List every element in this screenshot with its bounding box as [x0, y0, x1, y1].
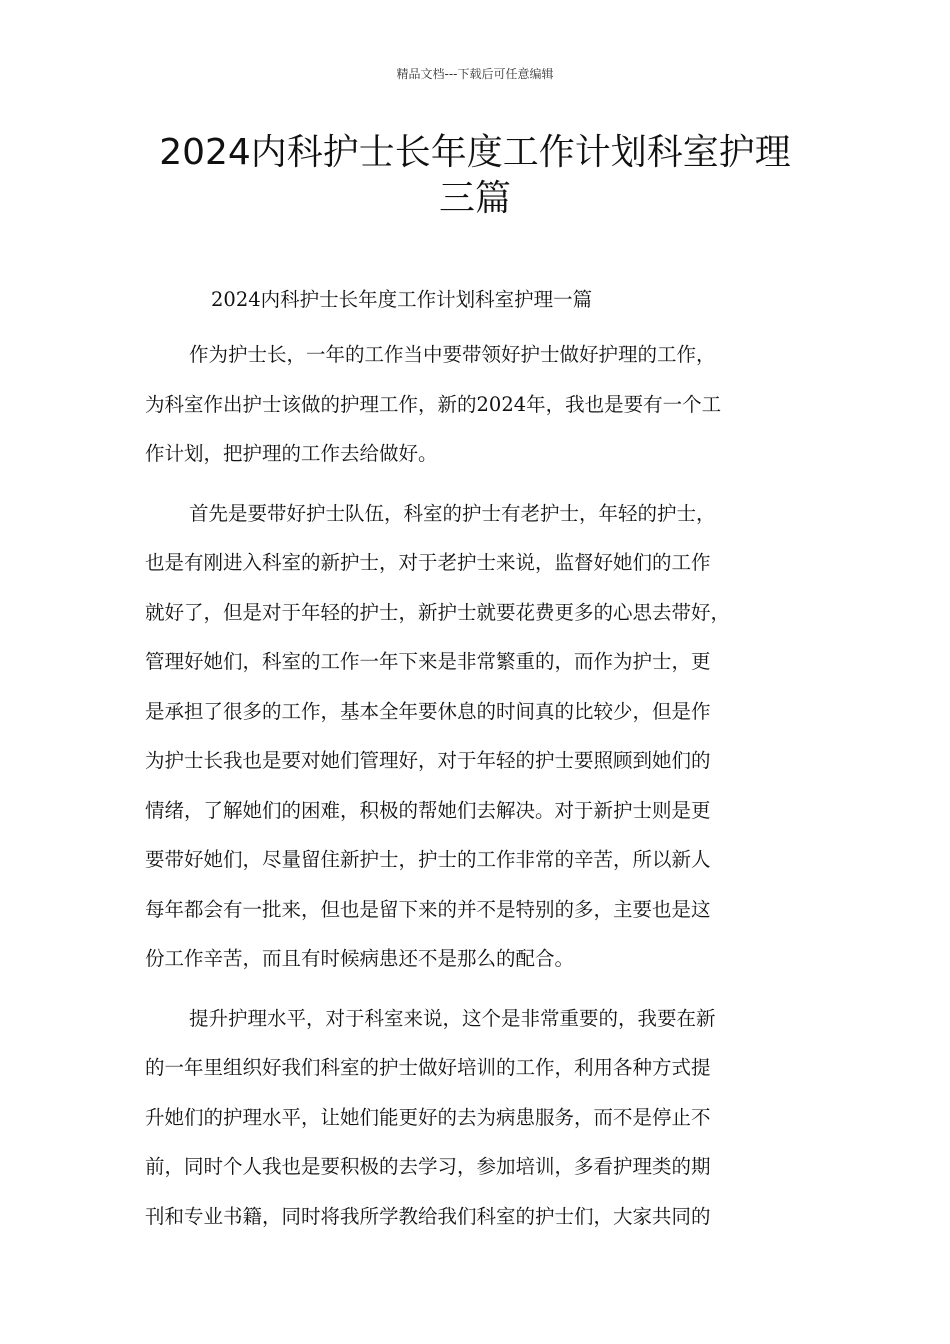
text-line: 每年都会有一批来，但也是留下来的并不是特别的多，主要也是这: [145, 897, 711, 921]
document-title: [120, 130, 830, 222]
section-subtitle: 2024内科护士长年度工作计划科室护理一篇: [211, 288, 593, 311]
text-line: 作为护士长，一年的工作当中要带领好护士做好护理的工作，: [189, 343, 716, 366]
header-note: 精品文档---下载后可任意编辑: [396, 67, 554, 81]
text-line: 情绪，了解她们的困难，积极的帮她们去解决。对于新护士则是更: [145, 798, 711, 822]
text-line: 就好了，但是对于年轻的护士，新护士就要花费更多的心思去带好，: [145, 600, 731, 624]
text-line: 刊和专业书籍，同时将我所学教给我们科室的护士们，大家共同的: [145, 1204, 711, 1228]
document-body: [145, 280, 825, 1241]
text-line: 要带好她们，尽量留住新护士，护士的工作非常的辛苦，所以新人: [145, 848, 711, 871]
title-line: 2024内科护士长年度工作计划科室护理: [159, 132, 791, 173]
text-line: 前，同时个人我也是要积极的去学习，参加培训，多看护理类的期: [145, 1155, 711, 1178]
text-line: 份工作辛苦，而且有时候病患还不是那么的配合。: [145, 947, 575, 970]
paragraph: [145, 994, 825, 1242]
text-line: 也是有刚进入科室的新护士，对于老护士来说，监督好她们的工作: [145, 551, 711, 574]
text-line: 管理好她们，科室的工作一年下来是非常繁重的，而作为护士，更: [145, 650, 711, 673]
paragraph: [145, 330, 825, 479]
paragraph: [145, 489, 825, 984]
text-line: 是承担了很多的工作，基本全年要休息的时间真的比较少，但是作: [145, 699, 711, 723]
text-line: 提升护理水平，对于科室来说，这个是非常重要的，我要在新: [189, 1006, 716, 1030]
text-line: 首先是要带好护士队伍，科室的护士有老护士，年轻的护士，: [189, 501, 716, 525]
text-line: 升她们的护理水平，让她们能更好的去为病患服务，而不是停止不: [145, 1105, 711, 1129]
text-line: 的一年里组织好我们科室的护士做好培训的工作，利用各种方式提: [145, 1056, 711, 1079]
title-line: 三篇: [438, 178, 511, 219]
text-line: 为护士长我也是要对她们管理好，对于年轻的护士要照顾到她们的: [145, 749, 711, 772]
text-line: 作计划，把护理的工作去给做好。: [145, 442, 438, 465]
text-line: 为科室作出护士该做的护理工作，新的2024年，我也是要有一个工: [145, 392, 722, 416]
